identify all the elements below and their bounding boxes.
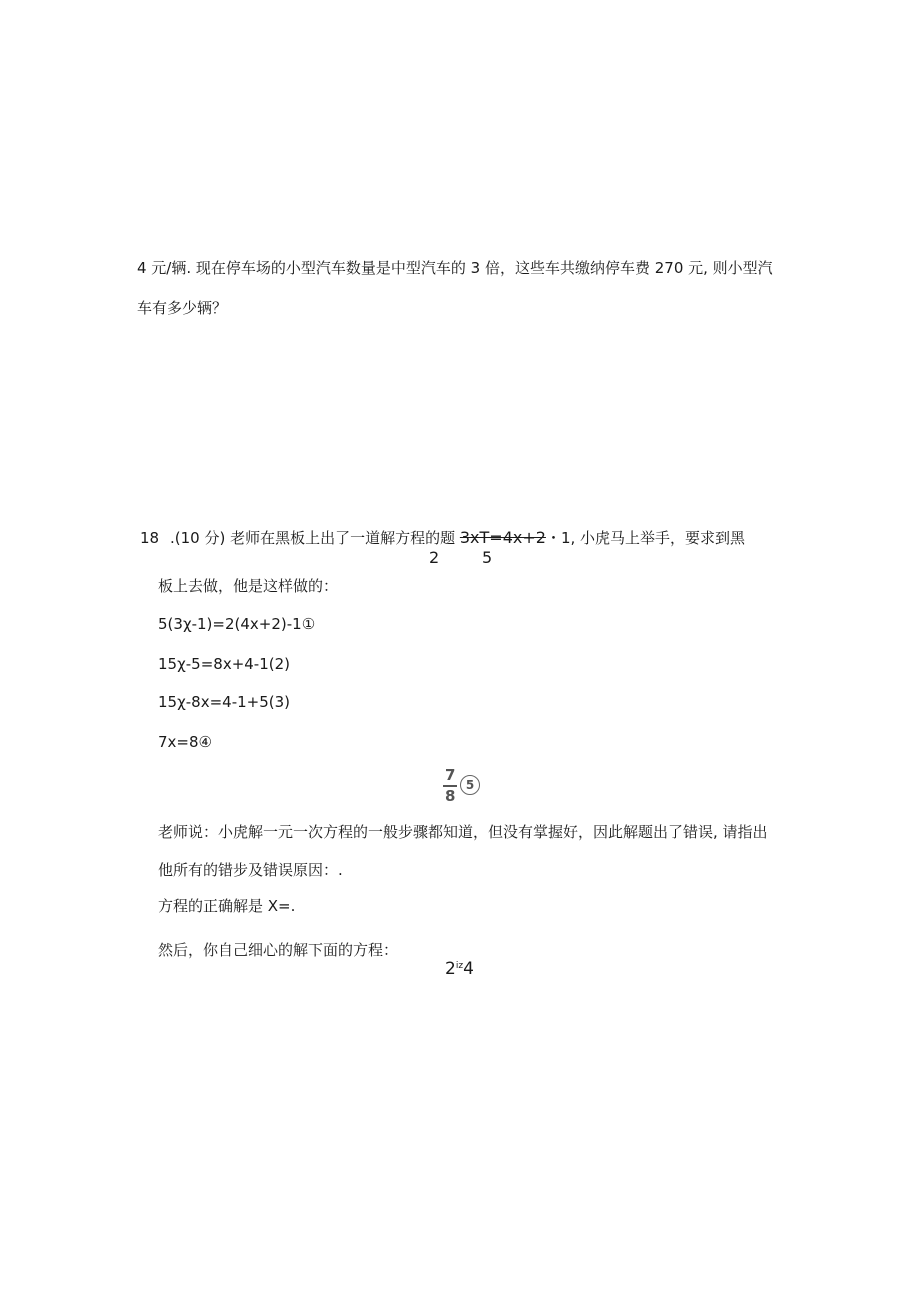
final-eq-tail: 4: [463, 959, 474, 979]
solution-step-5: [442, 764, 492, 810]
teacher-remark-line2: 他所有的错步及错误原因：.: [158, 861, 343, 879]
equation-denominator-right: 5: [482, 548, 493, 567]
equation-denominator-left: 2: [429, 548, 440, 567]
solution-step-1: 5(3χ-1)=2(4x+2)-1①: [158, 615, 316, 633]
step5-numerator: 7: [445, 766, 456, 784]
problem17-text-line1: 4 元/辆. 现在停车场的小型汽车数量是中型汽车的 3 倍，这些车共缴纳停车费 270 元, 则小型汽: [137, 259, 773, 277]
problem18-equation: 3xT=4x+2: [459, 528, 546, 547]
problem18-intro-after: ・1, 小虎马上举手，要求到黑: [545, 529, 746, 547]
teacher-remark-line1: 老师说：小虎解一元一次方程的一般步骤都知道，但没有掌握好，因此解题出了错误, 请指出: [158, 823, 768, 841]
solution-step-3: 15χ-8x=4-1+5(3): [158, 693, 291, 711]
solution-step-4: 7x=8④: [158, 733, 212, 751]
final-eq-sup: iz: [455, 961, 464, 971]
step5-denominator: 8: [445, 787, 456, 805]
problem18-number: 18: [140, 529, 160, 547]
step5-circled-marker: 5: [460, 775, 480, 795]
final-eq-base: 2: [445, 959, 456, 979]
problem17-text-line2: 车有多少辆？: [137, 299, 228, 317]
then-solve-line: 然后，你自己细心的解下面的方程：: [158, 941, 399, 959]
problem18-intro: [140, 528, 745, 548]
problem18-text-line2: 板上去做，他是这样做的：: [158, 577, 339, 595]
problem18-intro-before: .(10 分) 老师在黑板上出了一道解方程的题: [170, 529, 460, 547]
correct-solution-line: 方程的正确解是 X=.: [158, 897, 296, 915]
final-equation: [445, 956, 474, 979]
solution-step-2: 15χ-5=8x+4-1(2): [158, 655, 291, 673]
